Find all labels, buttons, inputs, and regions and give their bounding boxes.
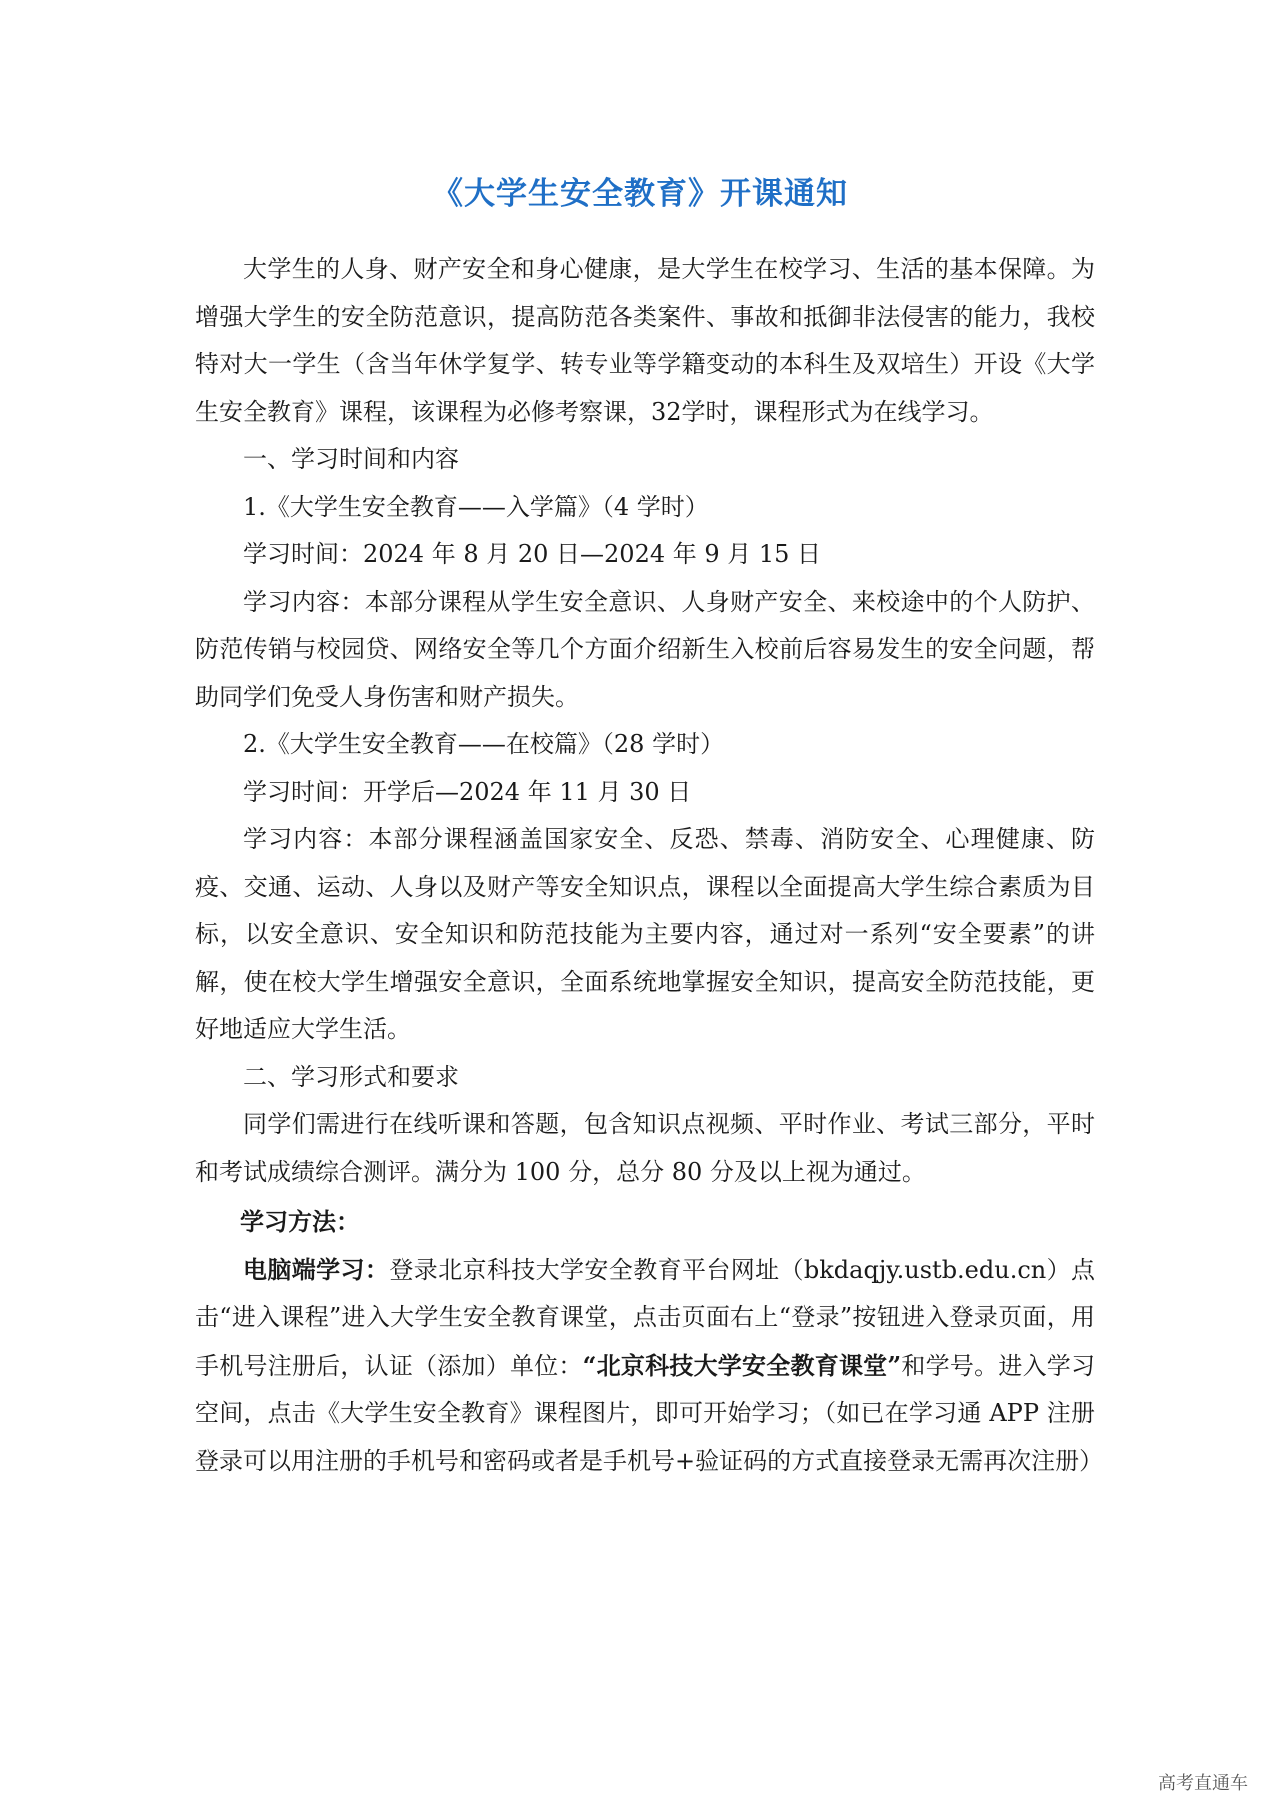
pc-method-text-1: 登录北京科技大学安全教育平台网址（bkdaqjy.ustb.edu.cn）点击“进入课程”进入大学生安全教育课堂，点击页面右上“登录”按钮进入登录页面，用手机号注册后，认证（添加）单位： bbox=[195, 1255, 1096, 1380]
section-1-heading: 一、学习时间和内容 bbox=[243, 445, 459, 473]
part-2-time: 学习时间：开学后—2024 年 11 月 30 日 bbox=[243, 777, 692, 806]
method-title: 学习方法： bbox=[240, 1207, 360, 1236]
pc-method-paragraph bbox=[195, 1246, 1104, 1486]
part-1-content: 学习内容：本部分课程从学生安全意识、人身财产安全、来校途中的个人防护、防范传销与校园贷、网络安全等几个方面介绍新生入校前后容易发生的安全问题，帮助同学们免受人身伤害和财产损失。 bbox=[195, 587, 1095, 711]
part-1-title: 1.《大学生安全教育——入学篇》（4 学时） bbox=[243, 492, 709, 521]
intro-paragraph: 大学生的人身、财产安全和身心健康，是大学生在校学习、生活的基本保障。为增强大学生的安全防范意识，提高防范各类案件、事故和抵御非法侵害的能力，我校特对大一学生（含当年休学复学、转专业等学籍变动的本科生及双培生）开设《大学生安全教育》课程，该课程为必修考察课，32学时，课程形式为在线学习。 bbox=[195, 255, 1095, 426]
pc-method-unit: “北京科技大学安全教育课堂” bbox=[582, 1350, 902, 1380]
section-2-text: 同学们需进行在线听课和答题，包含知识点视频、平时作业、考试三部分，平时和考试成绩综合测评。满分为 100 分，总分 80 分及以上视为通过。 bbox=[195, 1110, 1095, 1186]
document-body bbox=[195, 246, 1104, 1485]
part-2-title: 2.《大学生安全教育——在校篇》（28 学时） bbox=[243, 730, 725, 758]
page-title: 《大学生安全教育》开课通知 bbox=[432, 176, 848, 212]
pc-method-text-2: 和学号。进入学习空间，点击《大学生安全教育》课程图片，即可开始学习；（如已在学习通 APP 注册登录可以用注册的手机号和密码或者是手机号+验证码的方式直接登录无需再次注册） bbox=[195, 1351, 1104, 1475]
part-2-content: 学习内容：本部分课程涵盖国家安全、反恐、禁毒、消防安全、心理健康、防疫、交通、运动、人身以及财产等安全知识点，课程以全面提高大学生综合素质为目标，以安全意识、安全知识和防范技能为主要内容，通过对一系列“安全要素”的讲解，使在校大学生增强安全意识，全面系统地掌握安全知识，提高安全防范技能，更好地适应大学生活。 bbox=[195, 825, 1095, 1043]
pc-method-label: 电脑端学习： bbox=[243, 1254, 390, 1284]
part-1-time: 学习时间：2024 年 8 月 20 日—2024 年 9 月 15 日 bbox=[243, 540, 822, 568]
section-2-heading: 二、学习形式和要求 bbox=[243, 1062, 459, 1091]
watermark-footer: 高考直通车 bbox=[1158, 1773, 1248, 1794]
